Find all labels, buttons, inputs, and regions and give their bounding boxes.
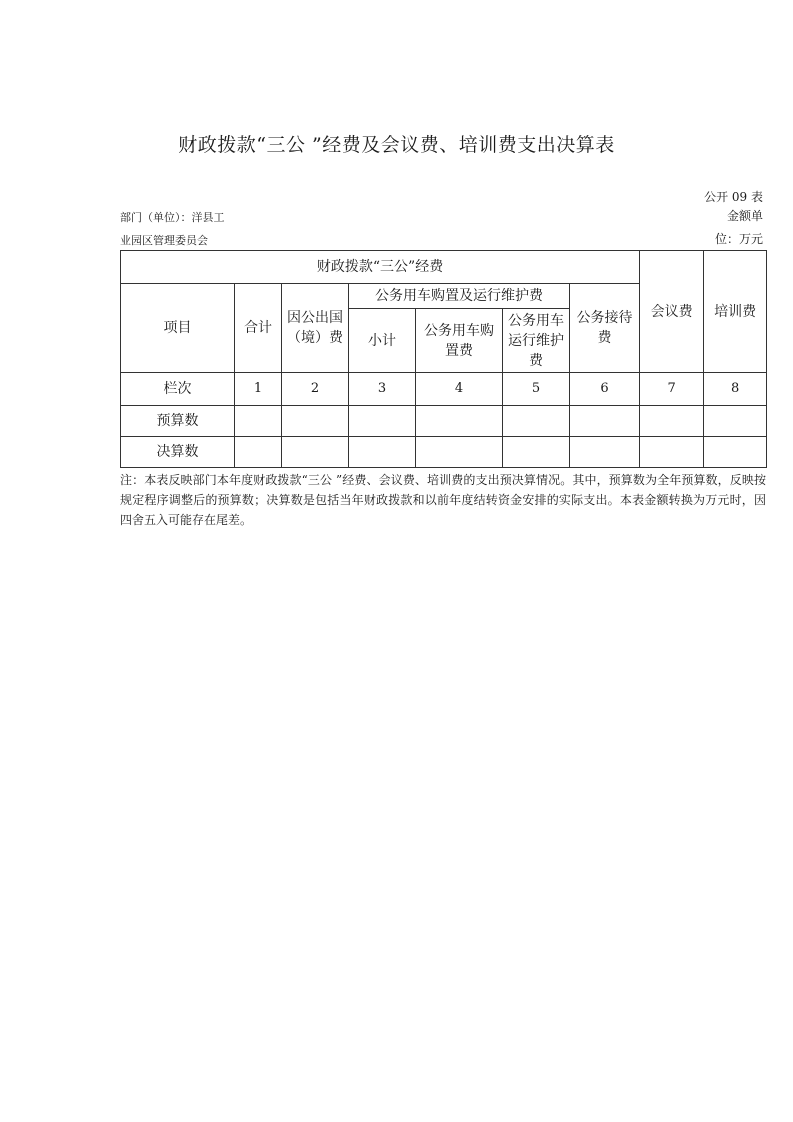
- header-vehicle-operation: 公务用车运行维护费: [503, 309, 570, 373]
- column-number: 2: [282, 373, 349, 406]
- header-vehicle-purchase: 公务用车购置费: [416, 309, 503, 373]
- table-row-final: [121, 437, 767, 468]
- column-number: 4: [416, 373, 503, 406]
- budget-cell: [416, 406, 503, 437]
- header-reception-fee: 公务接待费: [570, 284, 640, 373]
- header-subtotal: 小计: [349, 309, 416, 373]
- header-total: 合计: [235, 284, 282, 373]
- final-cell: [349, 437, 416, 468]
- form-number: 公开 09 表: [704, 190, 763, 204]
- final-cell: [704, 437, 767, 468]
- row-label-budget: 预算数: [121, 406, 235, 437]
- column-number: 7: [640, 373, 704, 406]
- column-number: 3: [349, 373, 416, 406]
- column-number: 8: [704, 373, 767, 406]
- header-vehicle-group: 公务用车购置及运行维护费: [349, 284, 570, 309]
- row-label-index: 栏次: [121, 373, 235, 406]
- budget-cell: [640, 406, 704, 437]
- final-cell: [282, 437, 349, 468]
- header-training-fee: 培训费: [704, 251, 767, 373]
- table-row-index: [121, 373, 767, 406]
- budget-cell: [235, 406, 282, 437]
- column-number: 1: [235, 373, 282, 406]
- column-number: 5: [503, 373, 570, 406]
- amount-unit-line1: 金额单: [726, 209, 763, 223]
- table-row-budget: [121, 406, 767, 437]
- header-three-public-group: 财政拨款“三公”经费: [121, 251, 640, 284]
- expenditure-table: [120, 250, 767, 468]
- budget-cell: [704, 406, 767, 437]
- final-cell: [503, 437, 570, 468]
- header-meeting-fee: 会议费: [640, 251, 704, 373]
- budget-cell: [282, 406, 349, 437]
- final-cell: [570, 437, 640, 468]
- page-title: 财政拨款“三公 ”经费及会议费、培训费支出决算表: [178, 134, 615, 156]
- header-item: 项目: [121, 284, 235, 373]
- footnote: 注：本表反映部门本年度财政拨款“三公 ”经费、会议费、培训费的支出预决算情况。其中，预算数为全年预算数，反映按规定程序调整后的预算数；决算数是包括当年财政拨款和以前年度结转资金安排的实际支出。本表金额转换为万元时，因四舍五入可能存在尾差。: [120, 473, 766, 527]
- final-cell: [235, 437, 282, 468]
- department-label-line1: 部门（单位）：洋县工: [120, 211, 225, 224]
- department-label-line2: 业园区管理委员会: [120, 234, 208, 247]
- final-cell: [640, 437, 704, 468]
- header-abroad-fee: 因公出国（境）费: [282, 284, 349, 373]
- budget-cell: [349, 406, 416, 437]
- final-cell: [416, 437, 503, 468]
- row-label-final: 决算数: [121, 437, 235, 468]
- column-number: 6: [570, 373, 640, 406]
- amount-unit-line2: 位：万元: [714, 232, 763, 246]
- budget-cell: [503, 406, 570, 437]
- budget-cell: [570, 406, 640, 437]
